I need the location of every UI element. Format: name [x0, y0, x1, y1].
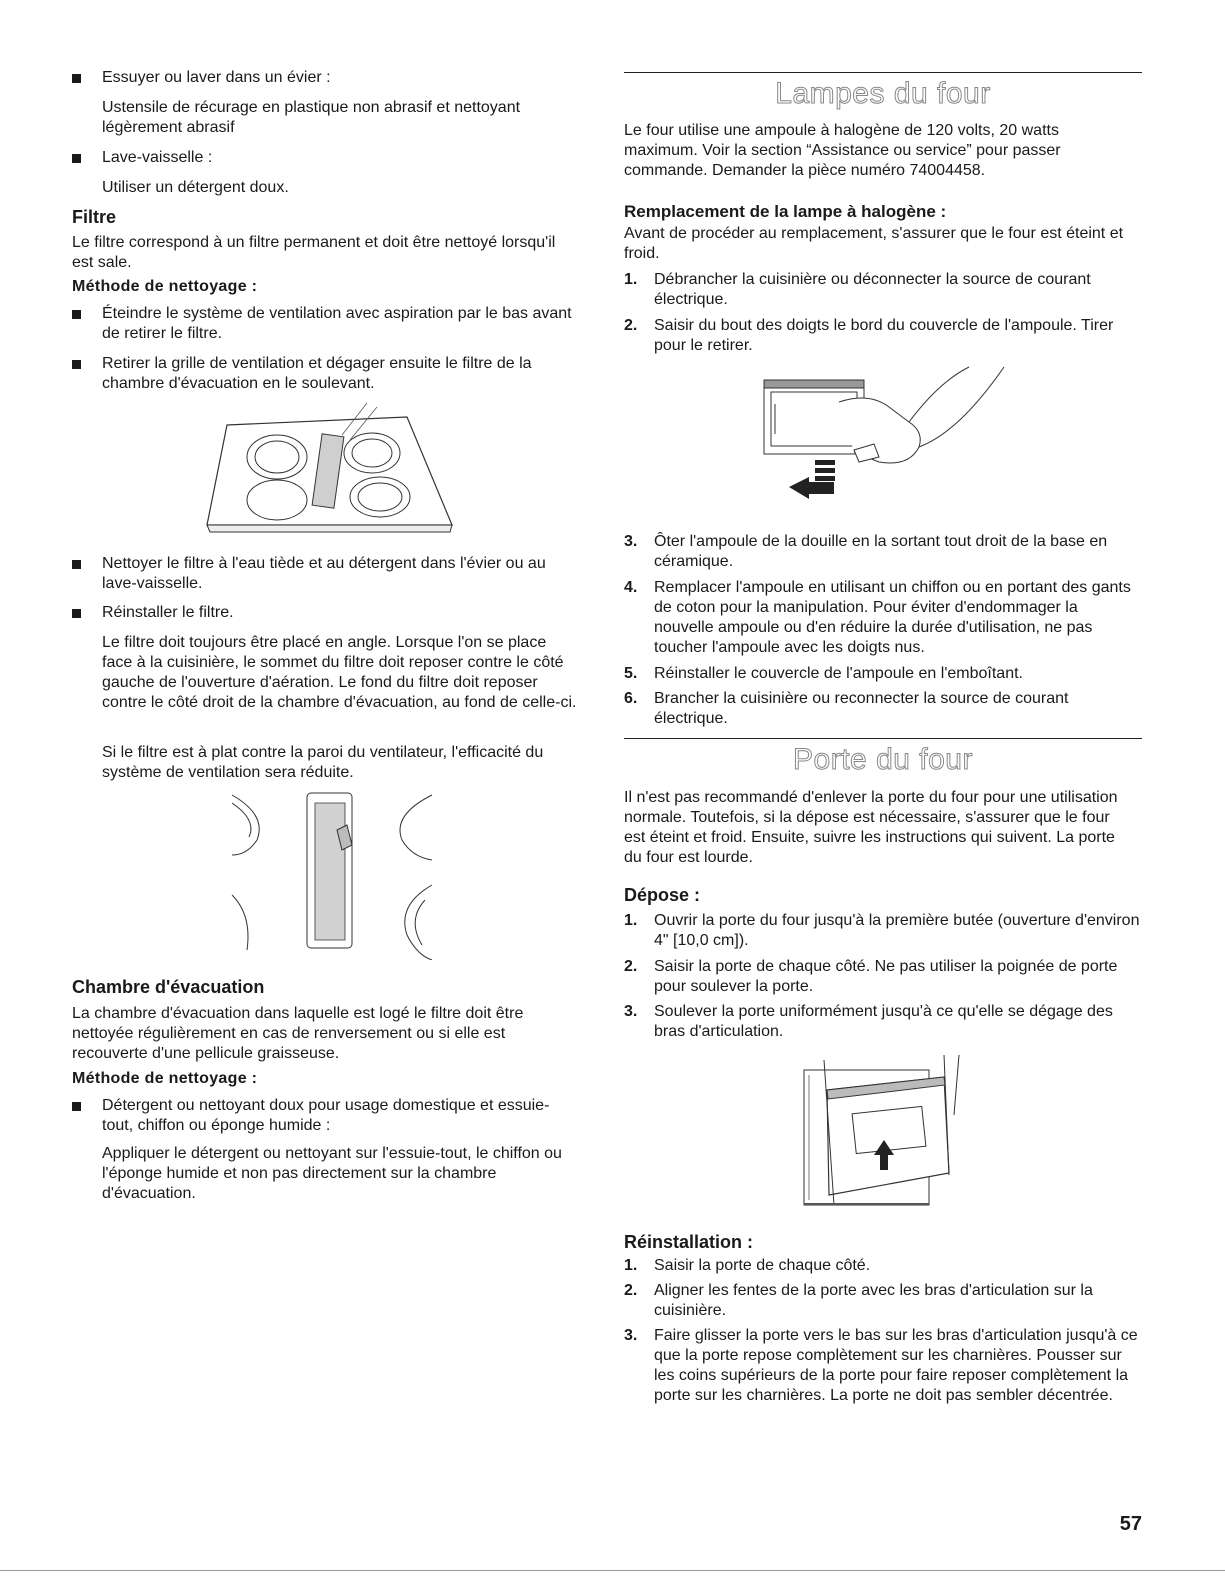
list-item	[72, 68, 582, 88]
numbered-step	[624, 957, 1140, 997]
step-text: Aligner les fentes de la porte avec les bras d'articulation sur la cuisinière.	[654, 1282, 1093, 1319]
list-item	[72, 554, 582, 594]
numbered-step	[624, 1281, 1140, 1321]
step-text: Saisir la porte de chaque côté. Ne pas utiliser la poignée de porte pour soulever la porte.	[654, 958, 1118, 995]
oven-door-illustration	[799, 1055, 969, 1210]
step-number: 3.	[624, 533, 638, 550]
step-text: Réinstaller le couvercle de l'ampoule en l'emboîtant.	[654, 665, 1023, 682]
step-number: 2.	[624, 958, 638, 975]
step-text: Réinstaller le filtre.	[102, 604, 234, 621]
lamp-cover-illustration	[759, 362, 1019, 512]
step-text: Saisir la porte de chaque côté.	[654, 1257, 871, 1274]
list-item	[72, 148, 582, 168]
bottom-border	[0, 1570, 1225, 1571]
numbered-step	[624, 664, 1140, 684]
step-number: 4.	[624, 579, 638, 596]
step-text: Ouvrir la porte du four jusqu'à la première butée (ouverture d'environ 4" [10,0 cm]).	[654, 912, 1140, 949]
methode-heading: Méthode de nettoyage :	[72, 278, 258, 295]
depose-heading: Dépose :	[624, 885, 701, 905]
step-text: Ôter l'ampoule de la douille en la sortant tout droit de la base en céramique.	[654, 533, 1108, 570]
list-item	[72, 603, 582, 623]
filtre-text: Le filtre correspond à un filtre permanent et doit être nettoyé lorsqu'il est sale.	[72, 234, 556, 271]
step-number: 3.	[624, 1003, 638, 1020]
step-number: 5.	[624, 665, 638, 682]
bullet-detail: Ustensile de récurage en plastique non abrasif et nettoyant légèrement abrasif	[102, 99, 521, 136]
filtre-para: Si le filtre est à plat contre la paroi du ventilateur, l'efficacité du système de ventilation sera réduite.	[102, 744, 544, 781]
filtre-heading: Filtre	[72, 207, 117, 227]
lampes-text: Le four utilise une ampoule à halogène de 120 volts, 20 watts maximum. Voir la section “Assistance ou service” pour passer commande. Demander la pièce numéro 74004458.	[624, 122, 1061, 179]
step-number: 2.	[624, 317, 638, 334]
list-item	[72, 1096, 572, 1136]
bullet-text: Essuyer ou laver dans un évier :	[102, 69, 331, 86]
step-text: Brancher la cuisinière ou reconnecter la source de courant électrique.	[654, 690, 1069, 727]
bullet-detail: Utiliser un détergent doux.	[102, 179, 289, 196]
step-text: Saisir du bout des doigts le bord du couvercle de l'ampoule. Tirer pour le retirer.	[654, 317, 1114, 354]
step-text: Faire glisser la porte vers le bas sur les bras d'articulation jusqu'à ce que la porte repose complètement sur les charnières. Pousser sur les coins supérieurs de la porte pour faire reposer complètement la porte sur les charnières. La porte ne doit pas sembler décentrée.	[654, 1327, 1138, 1404]
chambre-text: La chambre d'évacuation dans laquelle est logé le filtre doit être nettoyée régulièrement en cas de renversement ou si elle est recouverte d'une pellicule graisseuse.	[72, 1005, 524, 1062]
methode-heading: Méthode de nettoyage :	[72, 1070, 258, 1087]
numbered-step	[624, 1256, 1140, 1276]
divider	[624, 738, 1142, 739]
step-text: Retirer la grille de ventilation et dégager ensuite le filtre de la chambre d'évacuation en le soulevant.	[102, 355, 532, 392]
porte-text: Il n'est pas recommandé d'enlever la porte du four pour une utilisation normale. Toutefois, si la dépose est nécessaire, s'assurer que le four est éteint et froid. Ensuite, suivre les instructions qui suivent. La porte du four est lourde.	[624, 789, 1118, 866]
page-number: 57	[1119, 1513, 1142, 1535]
step-number: 2.	[624, 1282, 638, 1299]
list-item	[72, 354, 582, 394]
divider	[624, 72, 1142, 73]
step-text: Remplacer l'ampoule en utilisant un chiffon ou en portant des gants de coton pour la manipulation. Pour éviter d'endommager la nouvelle ampoule ou d'en réduire la durée d'utilisation, ne pas toucher l'ampoule avec les doigts nus.	[654, 579, 1131, 656]
numbered-step	[624, 578, 1140, 658]
cooktop-filter-illustration	[202, 395, 462, 540]
bullet-text: Lave-vaisselle :	[102, 149, 213, 166]
step-text: Nettoyer le filtre à l'eau tiède et au détergent dans l'évier ou au lave-vaisselle.	[102, 555, 546, 592]
porte-title: Porte du four	[793, 743, 973, 776]
reinstallation-heading: Réinstallation :	[624, 1232, 754, 1252]
step-text: Soulever la porte uniformément jusqu'à ce qu'elle se dégage des bras d'articulation.	[654, 1003, 1113, 1040]
step-number: 6.	[624, 690, 638, 707]
step-text: Détergent ou nettoyant doux pour usage domestique et essuie-tout, chiffon ou éponge humide :	[102, 1097, 550, 1134]
step-text: Débrancher la cuisinière ou déconnecter la source de courant électrique.	[654, 271, 1091, 308]
numbered-step	[624, 911, 1140, 951]
chambre-heading: Chambre d'évacuation	[72, 977, 265, 997]
filtre-para: Le filtre doit toujours être placé en angle. Lorsque l'on se place face à la cuisinière, le sommet du filtre doit reposer contre le côté gauche de l'ouverture d'aération. Le fond du filtre doit reposer contre le côté droit de la chambre d'évacuation, au fond de celle-ci.	[102, 634, 577, 711]
step-number: 1.	[624, 1257, 638, 1274]
numbered-step	[624, 270, 1140, 310]
step-number: 1.	[624, 912, 638, 929]
step-number: 1.	[624, 271, 638, 288]
numbered-step	[624, 532, 1140, 572]
chambre-para: Appliquer le détergent ou nettoyant sur l'essuie-tout, le chiffon ou l'éponge humide et non pas directement sur la chambre d'évacuation.	[102, 1145, 562, 1202]
filter-angle-illustration	[227, 785, 437, 960]
numbered-step	[624, 689, 1140, 729]
step-text: Éteindre le système de ventilation avec aspiration par le bas avant de retirer le filtre.	[102, 305, 572, 342]
numbered-step	[624, 1002, 1140, 1042]
numbered-step	[624, 316, 1140, 356]
remplacement-heading: Remplacement de la lampe à halogène :	[624, 202, 947, 221]
step-number: 3.	[624, 1327, 638, 1344]
list-item	[72, 304, 582, 344]
remplacement-text: Avant de procéder au remplacement, s'assurer que le four est éteint et froid.	[624, 225, 1124, 262]
lampes-title: Lampes du four	[775, 77, 991, 110]
numbered-step	[624, 1326, 1140, 1406]
